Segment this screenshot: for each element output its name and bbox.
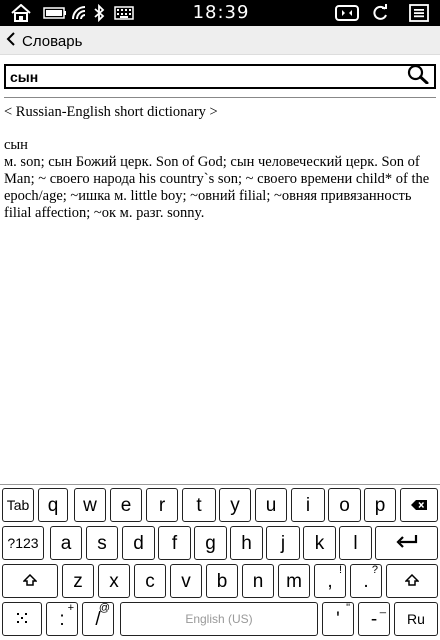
key-b[interactable]: b [206, 564, 238, 598]
shift-icon [23, 570, 37, 592]
key-t[interactable]: t [182, 488, 216, 522]
key-k[interactable]: k [303, 526, 336, 560]
backspace-icon [411, 494, 427, 516]
key-y[interactable]: y [219, 488, 251, 522]
key-z[interactable]: z [62, 564, 94, 598]
wifi-icon [70, 3, 90, 23]
bluetooth-icon [92, 3, 106, 23]
key-q[interactable]: q [38, 488, 68, 522]
divider [4, 97, 436, 98]
key-shift-right[interactable] [386, 564, 438, 598]
search-button[interactable] [406, 66, 430, 87]
enter-icon [396, 532, 418, 554]
key-tab[interactable]: Tab [2, 488, 34, 522]
menu-icon[interactable] [408, 3, 430, 23]
key-backspace[interactable] [400, 488, 438, 522]
key-comma[interactable]: , ! [314, 564, 346, 598]
key-u[interactable]: u [255, 488, 287, 522]
key-l[interactable]: l [339, 526, 372, 560]
shift-icon [405, 570, 419, 592]
clock: 18:39 [192, 2, 250, 23]
key-c[interactable]: c [134, 564, 166, 598]
dictionary-name[interactable]: < Russian-English short dictionary > [4, 104, 218, 120]
key-symbols[interactable]: ?123 [2, 526, 44, 560]
screen-rotation-icon[interactable] [334, 3, 360, 23]
search-icon [407, 64, 429, 89]
home-icon[interactable] [10, 3, 32, 23]
definition-text: м. son; сын Божий церк. Son of God; сын человеческий церк. Son of Man; ~ своего народа his country`s son; ~ своего времени child* of the epoch/age; ~ишка м. little boy; ~овний filial; ~овняя привязанность filial affection; ~ок м. разг. sonny. [4, 154, 430, 221]
back-button[interactable] [6, 30, 82, 52]
key-apostrophe[interactable]: ' " [322, 602, 354, 636]
key-language[interactable]: Ru [394, 602, 438, 636]
key-period[interactable]: . ? [350, 564, 382, 598]
key-emoji[interactable] [2, 602, 42, 636]
keyboard-icon[interactable] [113, 3, 135, 23]
key-space[interactable]: English (US) [120, 602, 318, 636]
status-bar [0, 0, 440, 26]
key-p[interactable]: p [364, 488, 396, 522]
page-title: Словарь [22, 32, 83, 50]
chevron-left-icon [6, 32, 16, 51]
key-shift-left[interactable] [2, 564, 58, 598]
on-screen-keyboard [0, 484, 440, 640]
key-s[interactable]: s [86, 526, 118, 560]
key-colon[interactable]: : + [46, 602, 78, 636]
key-o[interactable]: o [328, 488, 361, 522]
battery-icon [42, 3, 68, 23]
app-header [0, 26, 440, 55]
key-d[interactable]: d [122, 526, 155, 560]
key-e[interactable]: e [110, 488, 142, 522]
key-i[interactable]: i [291, 488, 325, 522]
key-enter[interactable] [375, 526, 438, 560]
refresh-icon[interactable] [370, 3, 390, 23]
key-v[interactable]: v [170, 564, 202, 598]
key-a[interactable]: a [50, 526, 82, 560]
headword: сын [4, 137, 28, 153]
key-r[interactable]: r [146, 488, 178, 522]
dictionary-result [4, 104, 436, 222]
key-h[interactable]: h [230, 526, 263, 560]
search-box [4, 64, 436, 89]
search-input[interactable] [10, 67, 405, 86]
key-m[interactable]: m [278, 564, 310, 598]
key-g[interactable]: g [194, 526, 227, 560]
smiley-icon [16, 608, 28, 630]
key-f[interactable]: f [158, 526, 191, 560]
key-slash[interactable]: / @ [82, 602, 114, 636]
key-dash[interactable]: - _ [358, 602, 390, 636]
key-j[interactable]: j [266, 526, 300, 560]
key-n[interactable]: n [242, 564, 274, 598]
key-x[interactable]: x [98, 564, 130, 598]
key-w[interactable]: w [74, 488, 106, 522]
